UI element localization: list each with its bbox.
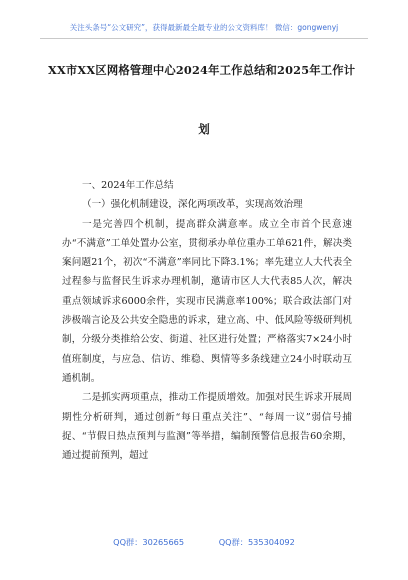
document-title-continuation: 划	[198, 122, 210, 136]
paragraph-2: 二是抓实两项重点，推动工作提质增效。加强对民生诉求开展周期性分析研判，通过创新“每日重点关注”、“每周一议”弱信号捕捉、“节假日热点预判与监测”等举措，编制预警信息报告60余期，通过提前预判，超过	[62, 392, 352, 462]
subsection-heading: （一）强化机制建设，深化两项改革，实现高效治理	[82, 199, 303, 211]
document-title: XX市XX区网格管理中心2024年工作总结和2025年工作计	[48, 63, 356, 77]
paragraph-1: 一是完善四个机制，提高群众满意率。成立全市首个民意速办“不满意”工单处置办公室，贯彻承办单位重办工单621件，解决类案问题21个，初次“不满意”率同比下降3.1%；率先建立人大代表全过程参与监督民生诉求办理机制，邀请市区人大代表85人次，解决重点领域诉求6000余件，实现市民满意率100%；联合政法部门对涉极端言论及公共安全隐患的诉求，建立高、中、低风险等级研判机制，分级分类推给公安、街道、社区进行处置；严格落实7×24小时值班制度，与应急、信访、维稳、舆情等多条线建立24小时联动互通机制。	[62, 218, 352, 384]
footer	[0, 537, 408, 548]
header-divider	[40, 38, 368, 39]
document-body	[62, 176, 352, 465]
footer-qq-group-1: QQ群：30265665	[113, 537, 185, 547]
footer-qq-group-2: QQ群：535304092	[218, 537, 295, 547]
header-banner: 关注头条号“公文研究”，获得最新最全最专业的公文资料库！ 微信：gongwenyj	[69, 23, 339, 32]
section-heading: 一、2024年工作总结	[82, 180, 174, 191]
